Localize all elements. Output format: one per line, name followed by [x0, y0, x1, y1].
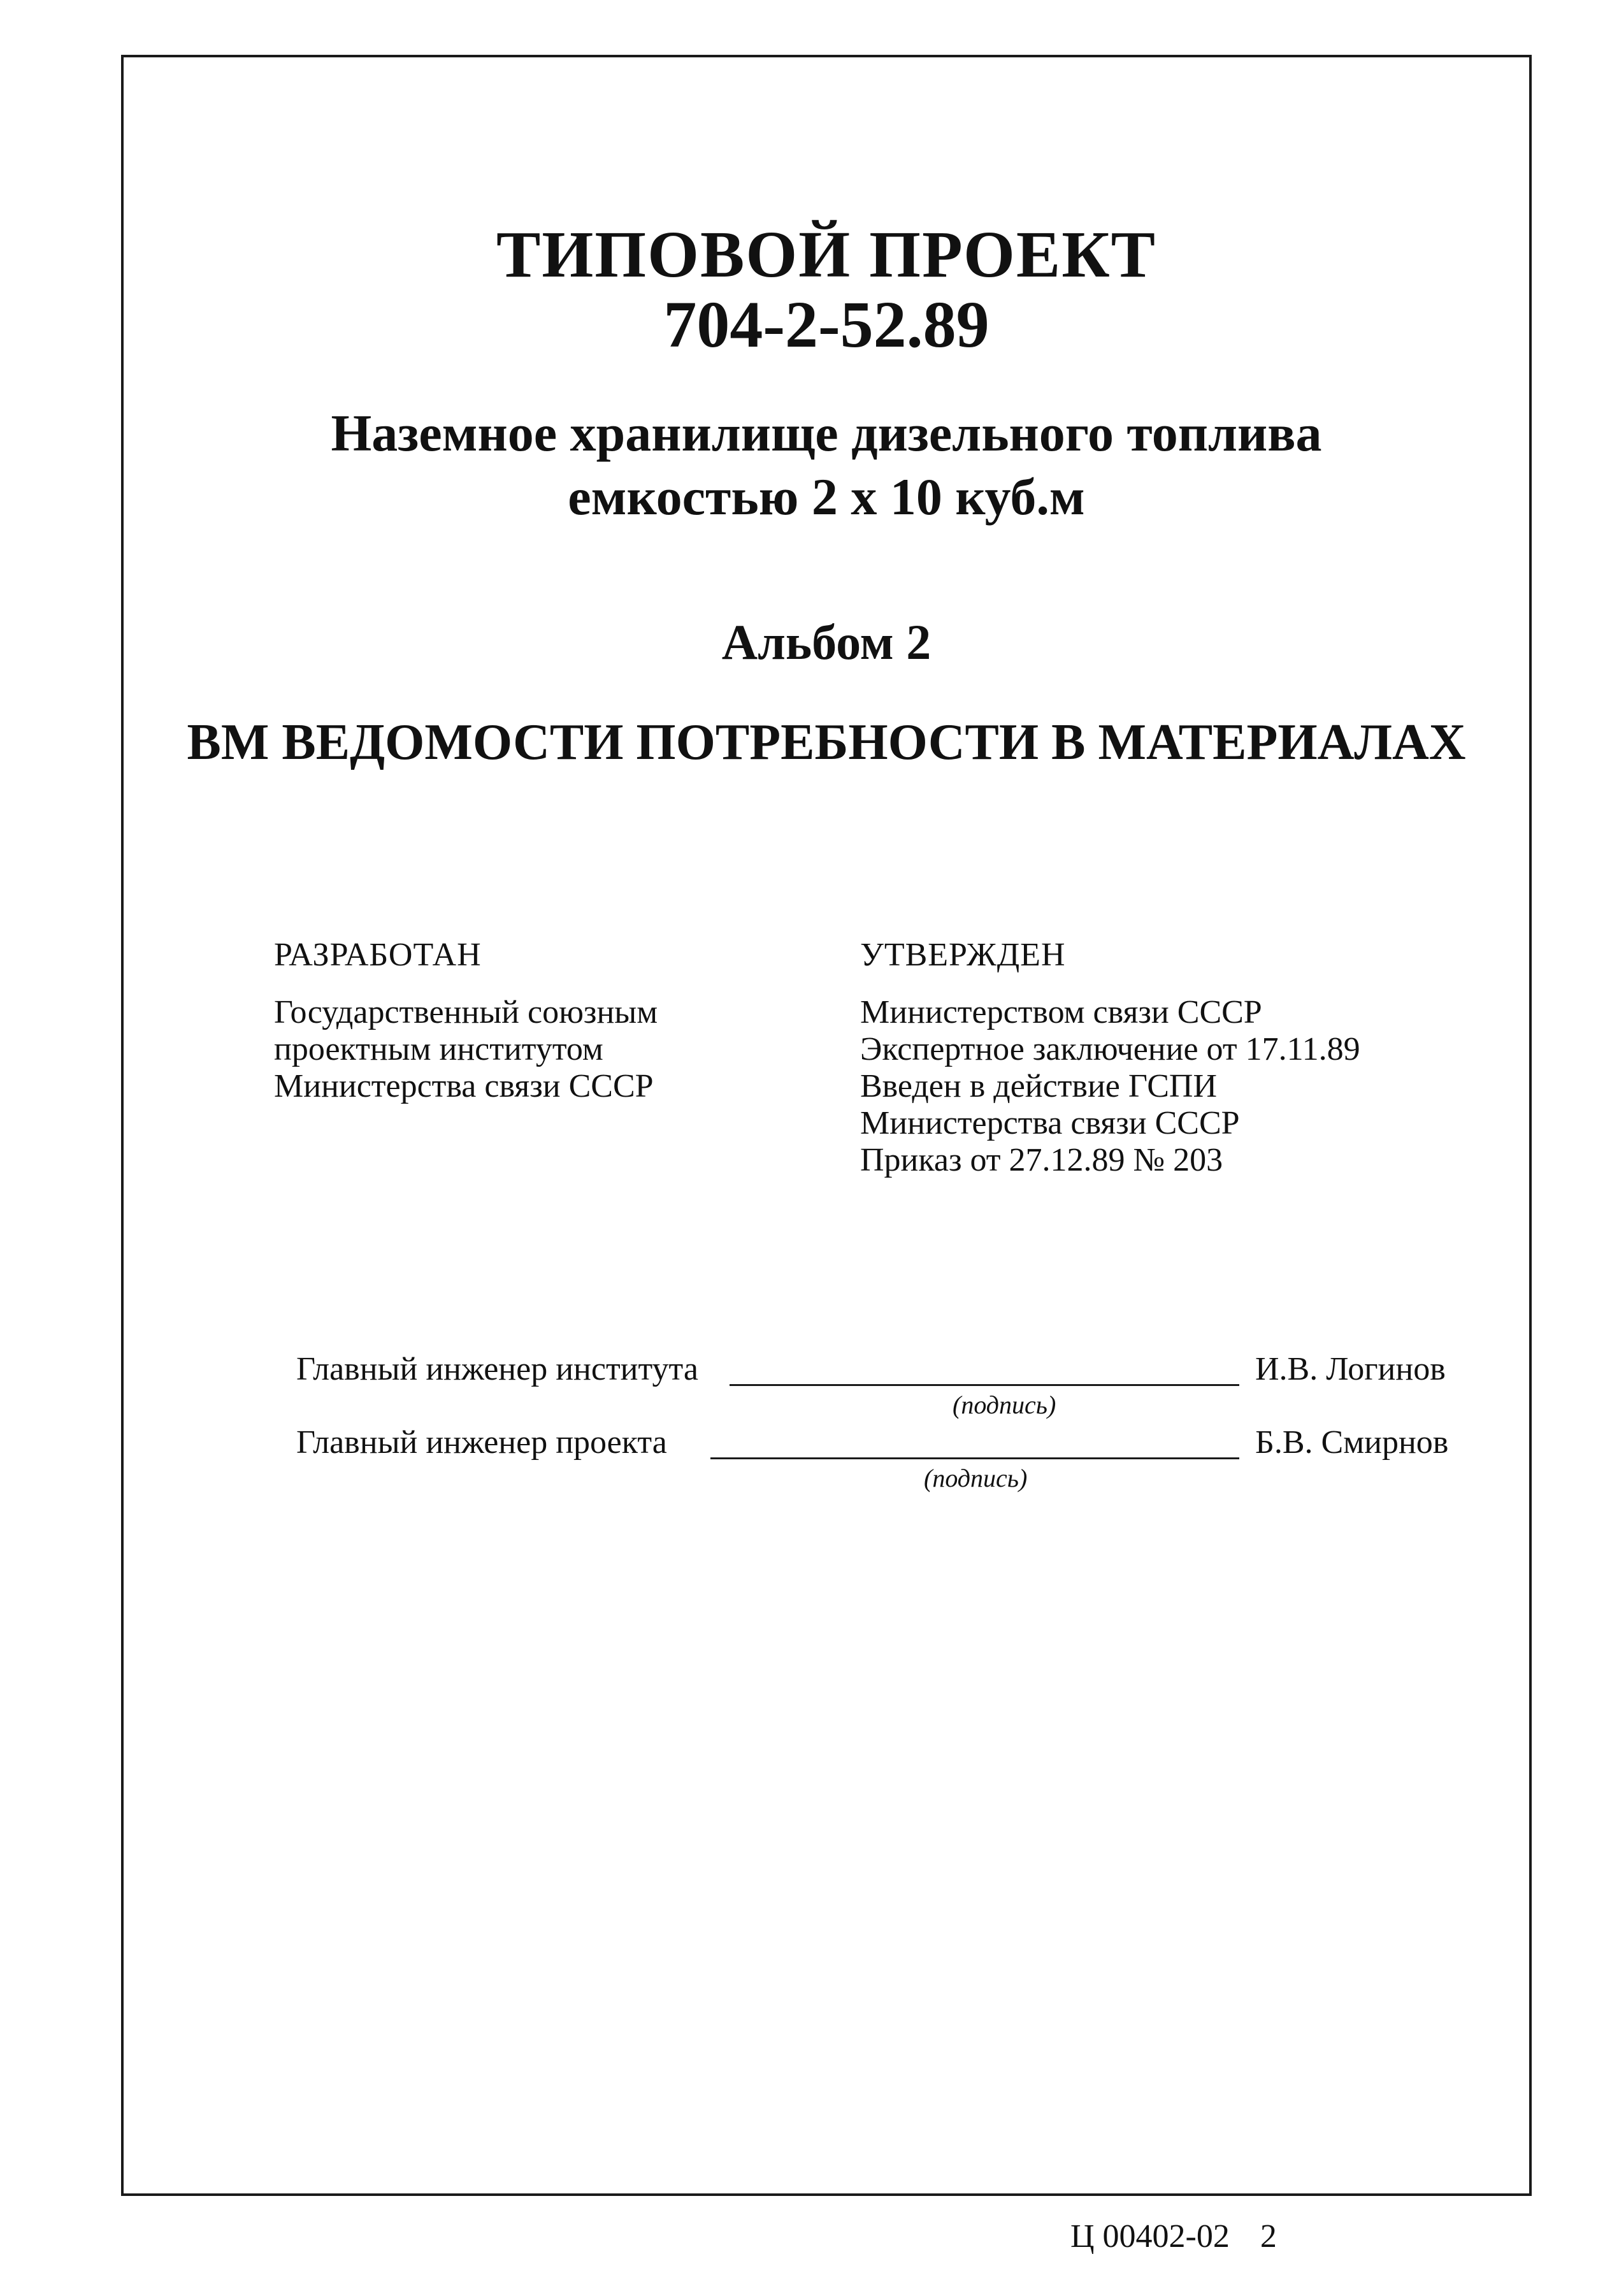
- signature-caption: (подпись): [953, 1390, 1056, 1419]
- section-title: ВМ ВЕДОМОСТИ ПОТРЕБНОСТИ В МАТЕРИАЛАХ: [187, 714, 1466, 770]
- signature-line: [730, 1384, 1239, 1386]
- approved-line: Министерством связи СССР: [860, 994, 1262, 1030]
- sheet-number: 2: [1260, 2218, 1277, 2255]
- signature-line: [710, 1457, 1239, 1459]
- approved-line: Введен в действие ГСПИ: [860, 1068, 1218, 1104]
- signature-caption: (подпись): [924, 1464, 1028, 1492]
- project-number: 704-2-52.89: [663, 288, 989, 361]
- object-name-line-2: емкостью 2 х 10 куб.м: [568, 468, 1085, 526]
- object-name-line-1: Наземное хранилище дизельного топлива: [331, 404, 1322, 462]
- signature-role: Главный инженер проекта: [296, 1424, 667, 1461]
- album-title: Альбом 2: [721, 614, 932, 670]
- signature-name: Б.В. Смирнов: [1255, 1424, 1449, 1461]
- developed-block: [274, 937, 847, 1105]
- developed-line: проектным институтом: [274, 1031, 603, 1067]
- signature-role: Главный инженер института: [296, 1351, 698, 1387]
- footer-stamp: [1070, 2218, 1277, 2256]
- developed-heading: РАЗРАБОТАН: [274, 937, 482, 973]
- approved-line: Приказ от 27.12.89 № 203: [860, 1142, 1223, 1178]
- signature-row-chief-engineer-project: [296, 1424, 1462, 1501]
- signature-name: И.В. Логинов: [1255, 1351, 1446, 1387]
- approved-heading: УТВЕРЖДЕН: [860, 937, 1066, 973]
- approved-block: [860, 937, 1497, 1179]
- object-name: [121, 401, 1532, 529]
- document-code: Ц 00402-02: [1070, 2218, 1230, 2255]
- project-label: ТИПОВОЙ ПРОЕКТ: [496, 218, 1157, 291]
- approved-line: Министерства связи СССР: [860, 1105, 1240, 1141]
- developed-line: Государственный союзным: [274, 994, 658, 1030]
- approved-line: Экспертное заключение от 17.11.89: [860, 1031, 1360, 1067]
- developed-line: Министерства связи СССР: [274, 1068, 654, 1104]
- signature-row-chief-engineer-institute: [296, 1351, 1462, 1427]
